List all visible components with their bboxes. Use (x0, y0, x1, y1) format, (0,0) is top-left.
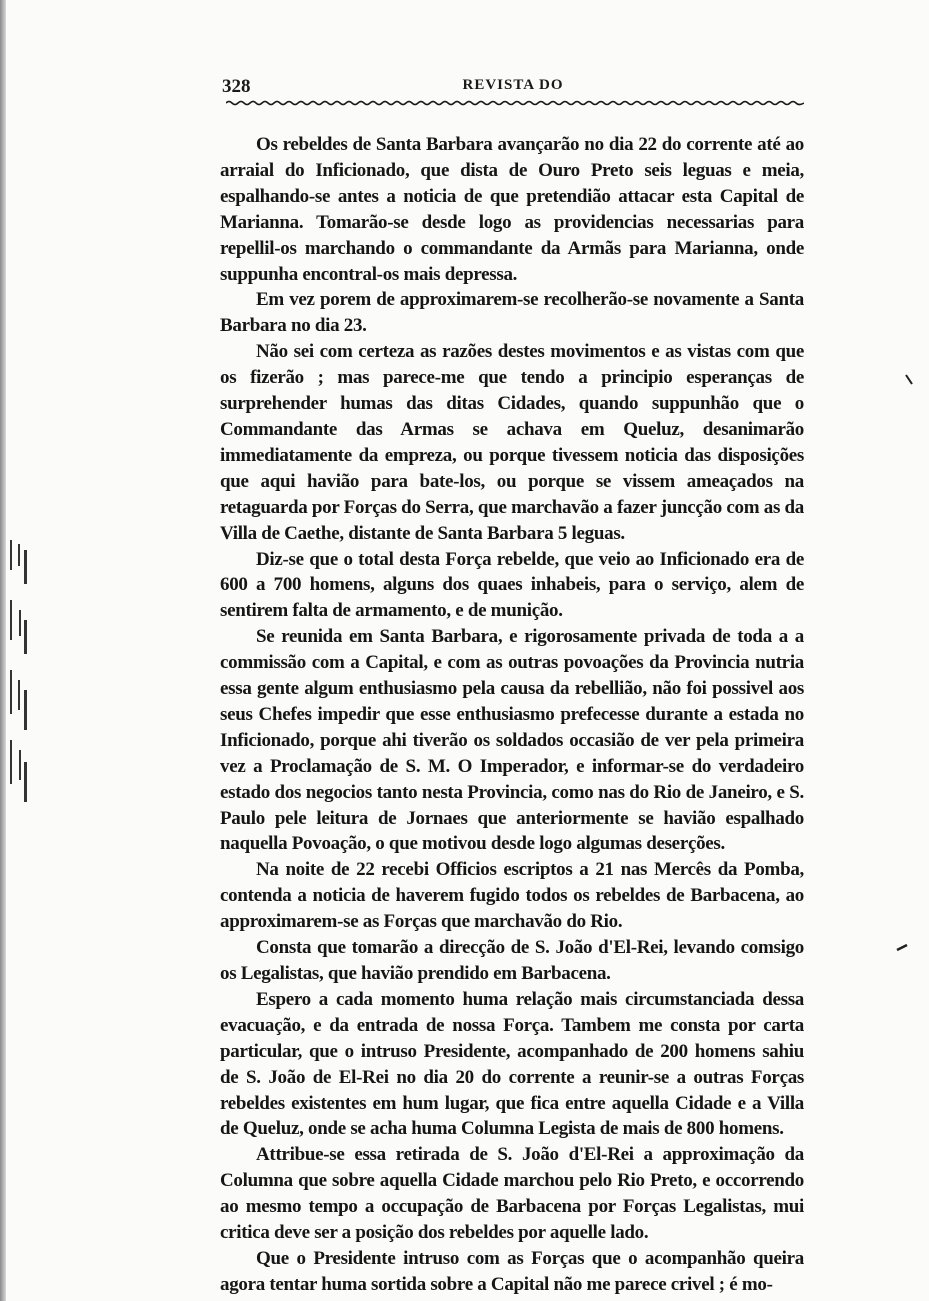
paragraph: Espero a cada momento huma relação mais circumstanciada dessa evacuação, e da entrada de nossa Força. Tambem me consta por carta particular, que o intruso Presidente, acompanhado de 200 homens sahiu de S. João de El-Rei no dia 20 do corrente a reunir-se a outras Forças rebeldes existentes em hum lugar, que fica entre aquella Cidade e a Villa de Queluz, onde se acha huma Columna Legista de mais de 800 homens. (220, 988, 804, 1140)
header-wavy-rule (226, 100, 804, 106)
paragraph: Que o Presidente intruso com as Forças que o acompanhão queira agora tentar huma sortida sobre a Capital não me parece crivel ; é mo- (220, 1247, 804, 1295)
running-title: REVISTA DO (462, 77, 564, 93)
paragraph: Diz-se que o total desta Força rebelde, que veio ao Inficionado era de 600 a 700 homens, alguns dos quaes inhabeis, para o serviço, alem de sentirem falta de armamento, e de munição. (220, 548, 804, 622)
ink-speck (896, 944, 908, 952)
paragraph: Se reunida em Santa Barbara, e rigorosamente privada de toda a a commissão com a Capital, e com as outras povoações da Provincia nutria essa gente algum enthusiasmo pela causa da rebellião, não foi possivel aos seus Chefes impedir que esse enthusiasmo prefecesse durante a estada no Inficionado, porque ahi tiverão os soldados occasião de ver pela primeira vez a Proclamação de S. M. O Imperador, e informar-se do verdadeiro estado dos negocios tanto nesta Provincia, como nas do Rio de Janeiro, e S. Paulo pele leitura de Jornaes que anteriormente se havião espalhado naquella Povoação, o que motivou desde logo algumas deserções. (220, 626, 804, 855)
page-edge-shadow (0, 0, 6, 1301)
paragraph: Em vez porem de approximarem-se recolherão-se novamente a Santa Barbara no dia 23. (220, 289, 804, 337)
page-number: 328 (222, 76, 251, 97)
paragraph: Na noite de 22 recebi Officios escriptos a 21 nas Mercês da Pomba, contenda a noticia de haverem fugido todos os rebeldes de Barbacena, ao approximarem-se as Forças que marchavão do Rio. (220, 859, 804, 933)
binding-stitch-marks (8, 530, 30, 830)
article-body (220, 132, 804, 1298)
paragraph: Attribue-se essa retirada de S. João d'El-Rei a approximação da Columna que sobre aquella Cidade marchou pelo Rio Preto, e occorrendo ao mesmo tempo a occupação de Barbacena por Forças Legalistas, mui critica deve ser a posição dos rebeldes por aquelle lado. (220, 1144, 804, 1244)
paragraph: Os rebeldes de Santa Barbara avançarão no dia 22 do corrente até ao arraial do Inficionado, que dista de Ouro Preto seis leguas e meia, espalhando-se antes a noticia de que pretendião attacar esta Capital de Marianna. Tomarão-se desde logo as providencias necessarias para repellil-os marchando o commandante da Armãs para Marianna, onde suppunha encontral-os mais depressa. (220, 134, 804, 285)
ink-speck (904, 374, 914, 386)
running-header (222, 72, 804, 102)
paragraph: Consta que tomarão a direcção de S. João d'El-Rei, levando comsigo os Legalistas, que havião prendido em Barbacena. (220, 937, 804, 984)
paragraph: Não sei com certeza as razões destes movimentos e as vistas com que os fizerão ; mas parece-me que tendo a principio esperanças de surprehender humas das ditas Cidades, quando suppunhão que o Commandante das Armas se achava em Queluz, desanimarão immediatamente da empreza, ou porque tivessem noticia das disposições que aqui havião para bate-los, ou porque se vissem ameaçados na retaguarda por Forças do Serra, que marchavão a fazer juncção com as da Villa de Caethe, distante de Santa Barbara 5 leguas. (220, 341, 804, 544)
